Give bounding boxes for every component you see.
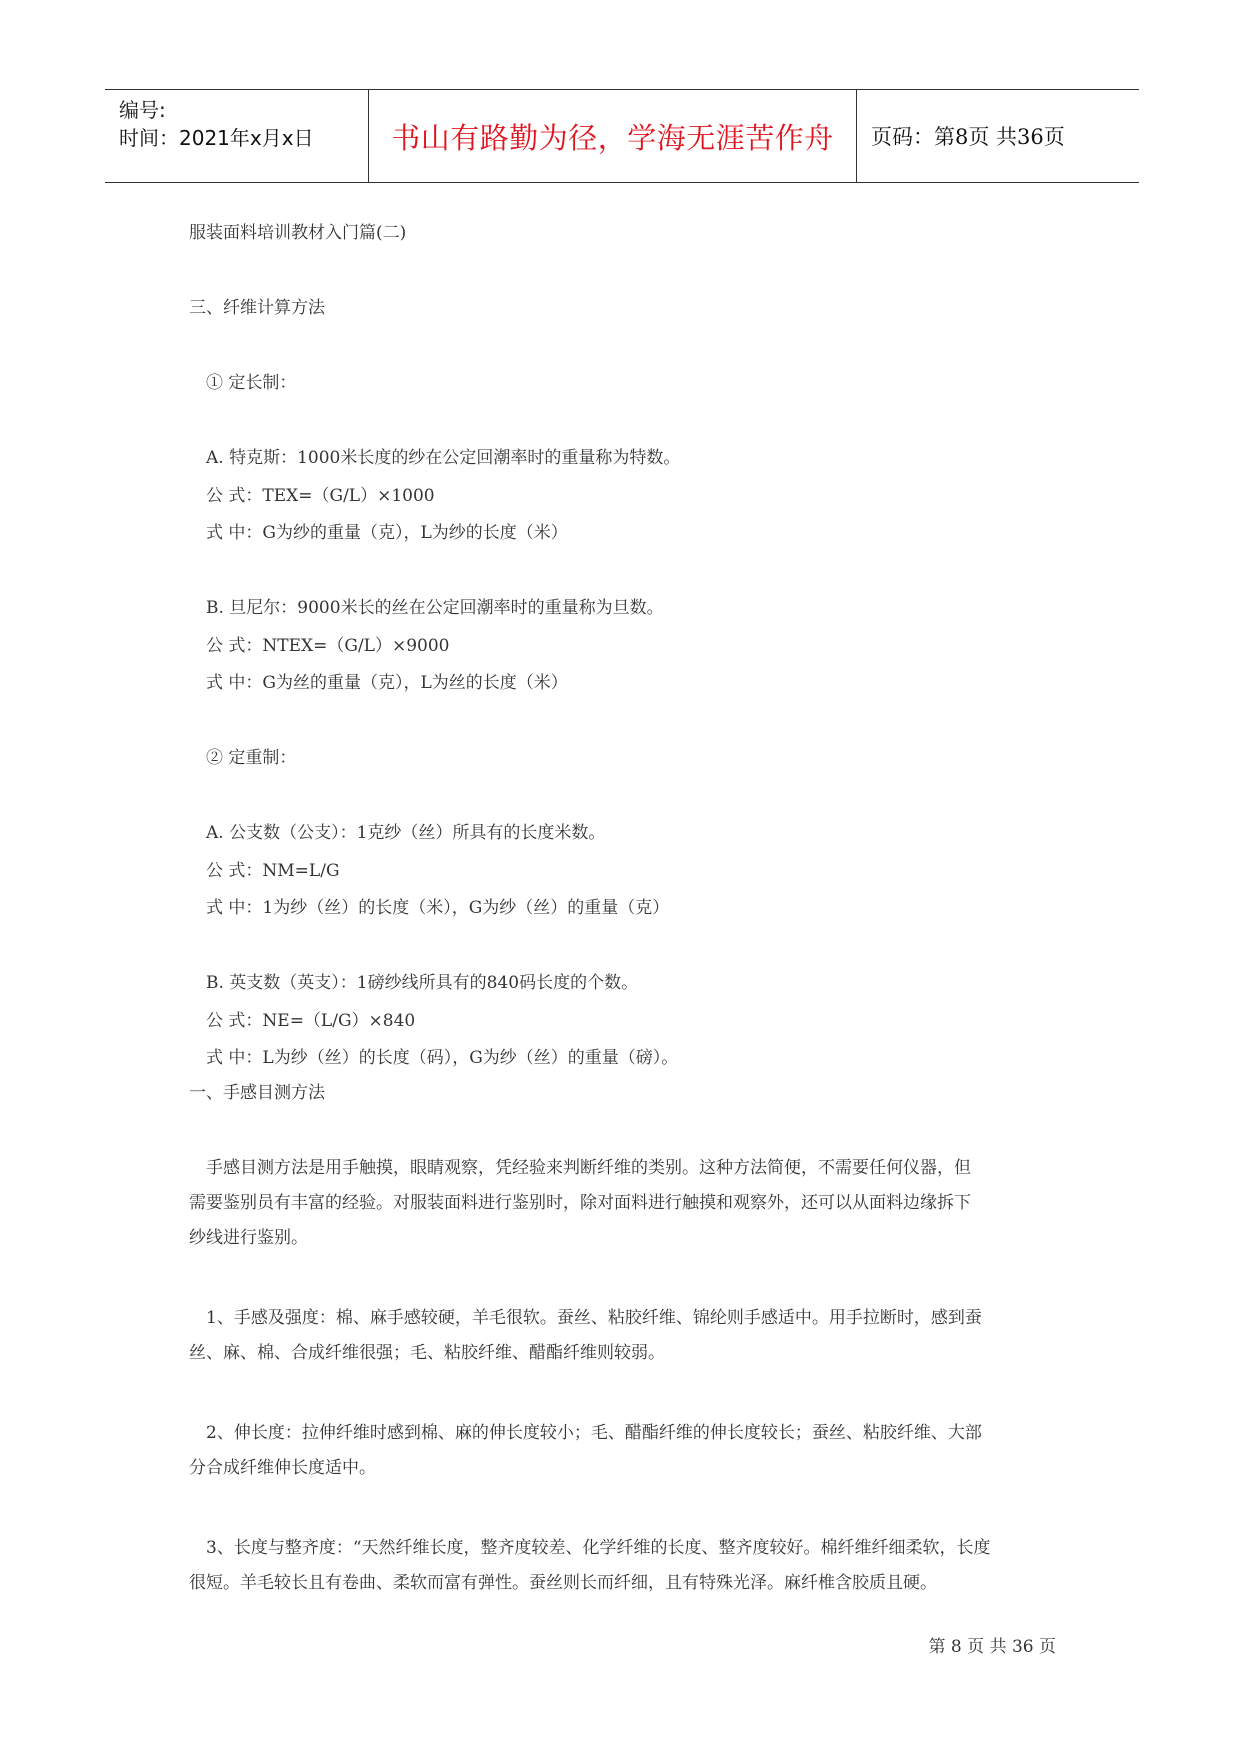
fixed-weight-heading: ② 定重制： [206, 748, 297, 768]
nm-definition: A. 公支数（公支）：1克纱（丝）所具有的长度米数。 [206, 823, 606, 843]
paragraph-2-line-1: 1、手感及强度：棉、麻手感较硬，羊毛很软。蚕丝、粘胶纤维、锦纶则手感适中。用手拉断时，感到蚕 [206, 1308, 982, 1328]
nm-where: 式 中：1为纱（丝）的长度（米），G为纱（丝）的重量（克） [206, 898, 670, 918]
denier-formula: 公 式：NTEX=（G/L）×9000 [206, 636, 450, 656]
ne-formula: 公 式：NE=（L/G）×840 [206, 1011, 416, 1031]
tex-where: 式 中：G为纱的重量（克），L为纱的长度（米） [206, 523, 568, 543]
header-meta-cell [105, 90, 368, 182]
paragraph-3-line-1: 2、伸长度：拉伸纤维时感到棉、麻的伸长度较小；毛、醋酯纤维的伸长度较长；蚕丝、粘胶纤维、大部 [206, 1423, 982, 1443]
tex-definition: A. 特克斯：1000米长度的纱在公定回潮率时的重量称为特数。 [206, 448, 681, 468]
document-title: 服装面料培训教材入门篇(二) [189, 223, 407, 243]
denier-definition: B. 旦尼尔：9000米长的丝在公定回潮率时的重量称为旦数。 [206, 598, 664, 618]
denier-where: 式 中：G为丝的重量（克），L为丝的长度（米） [206, 673, 568, 693]
ne-definition: B. 英支数（英支）：1磅纱线所具有的840码长度的个数。 [206, 973, 639, 993]
header-page-cell [857, 90, 1139, 182]
tex-formula: 公 式：TEX=（G/L）×1000 [206, 486, 435, 506]
header-motto-cell [368, 90, 857, 182]
paragraph-1-line-1: 手感目测方法是用手触摸，眼睛观察，凭经验来判断纤维的类别。这种方法简便，不需要任何仪器，但 [206, 1158, 971, 1178]
number-label: 编号: [119, 98, 166, 122]
paragraph-1-line-2: 需要鉴别员有丰富的经验。对服装面料进行鉴别时，除对面料进行触摸和观察外，还可以从面料边缘拆下 [189, 1193, 971, 1213]
paragraph-4-line-2: 很短。羊毛较长且有卷曲、柔软而富有弹性。蚕丝则长而纤细，且有特殊光泽。麻纤椎含胶质且硬。 [189, 1573, 937, 1593]
paragraph-1-line-3: 纱线进行鉴别。 [189, 1228, 308, 1248]
ne-where: 式 中：L为纱（丝）的长度（码），G为纱（丝）的重量（磅）。 [206, 1048, 679, 1068]
paragraph-2-line-2: 丝、麻、棉、合成纤维很强；毛、粘胶纤维、醋酯纤维则较弱。 [189, 1343, 665, 1363]
fixed-length-heading: ① 定长制： [206, 373, 297, 393]
section-heading-3: 三、纤维计算方法 [189, 298, 325, 318]
nm-formula: 公 式：NM=L/G [206, 861, 340, 881]
paragraph-4-line-1: 3、长度与整齐度：“天然纤维长度，整齐度较差、化学纤维的长度、整齐度较好。棉纤维纤细柔软，长度 [206, 1538, 991, 1558]
page-info: 页码：第8页 共36页 [871, 125, 1065, 149]
section-heading-1: 一、手感目测方法 [189, 1083, 325, 1103]
header-table [105, 89, 1139, 183]
motto-text: 书山有路勤为径，学海无涯苦作舟 [391, 120, 834, 155]
time-label: 时间：2021年x月x日 [119, 126, 314, 150]
page-footer: 第 8 页 共 36 页 [928, 1637, 1056, 1657]
paragraph-3-line-2: 分合成纤维伸长度适中。 [189, 1458, 376, 1478]
